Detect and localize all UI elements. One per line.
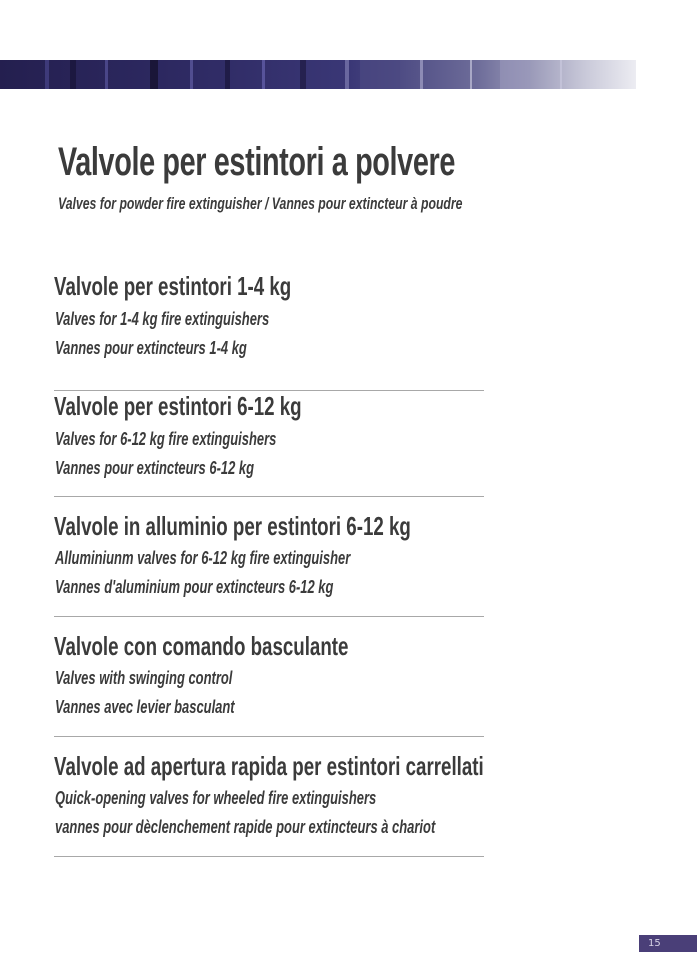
section-heading: Valvole in alluminio per estintori 6-12 kg: [54, 511, 411, 541]
section-english: Quick-opening valves for wheeled fire extinguishers: [55, 788, 377, 808]
section-aluminium-valves: [54, 497, 484, 617]
section-valves-6-12kg: [54, 377, 484, 497]
section-french: vannes pour dèclenchement rapide pour extincteurs à chariot: [55, 817, 436, 837]
section-french: Vannes pour extincteurs 1-4 kg: [55, 338, 247, 358]
section-french: Vannes d'aluminium pour extincteurs 6-12 kg: [55, 577, 334, 597]
page-number-badge: 15: [639, 935, 697, 952]
page-subtitle: Valves for powder fire extinguisher / Vannes pour extincteur à poudre: [58, 194, 463, 213]
section-valves-1-4kg: [54, 271, 484, 391]
section-english: Valves for 6-12 kg fire extinguishers: [55, 429, 277, 449]
section-heading: Valvole ad apertura rapida per estintori carrellati: [54, 751, 484, 781]
title-block: [58, 138, 658, 214]
section-heading: Valvole per estintori 1-4 kg: [54, 271, 292, 301]
top-banner: [0, 60, 636, 89]
page-title: Valvole per estintori a polvere: [58, 140, 456, 184]
section-swinging-control: [54, 617, 484, 737]
section-english: Valves with swinging control: [55, 668, 233, 688]
section-english: Alluminiunm valves for 6-12 kg fire extinguisher: [55, 548, 351, 568]
section-english: Valves for 1-4 kg fire extinguishers: [55, 309, 270, 329]
section-heading: Valvole con comando basculante: [54, 631, 349, 661]
section-quick-opening: [54, 737, 484, 857]
section-french: Vannes pour extincteurs 6-12 kg: [55, 458, 255, 478]
section-french: Vannes avec levier basculant: [55, 697, 235, 717]
section-heading: Valvole per estintori 6-12 kg: [54, 391, 302, 421]
